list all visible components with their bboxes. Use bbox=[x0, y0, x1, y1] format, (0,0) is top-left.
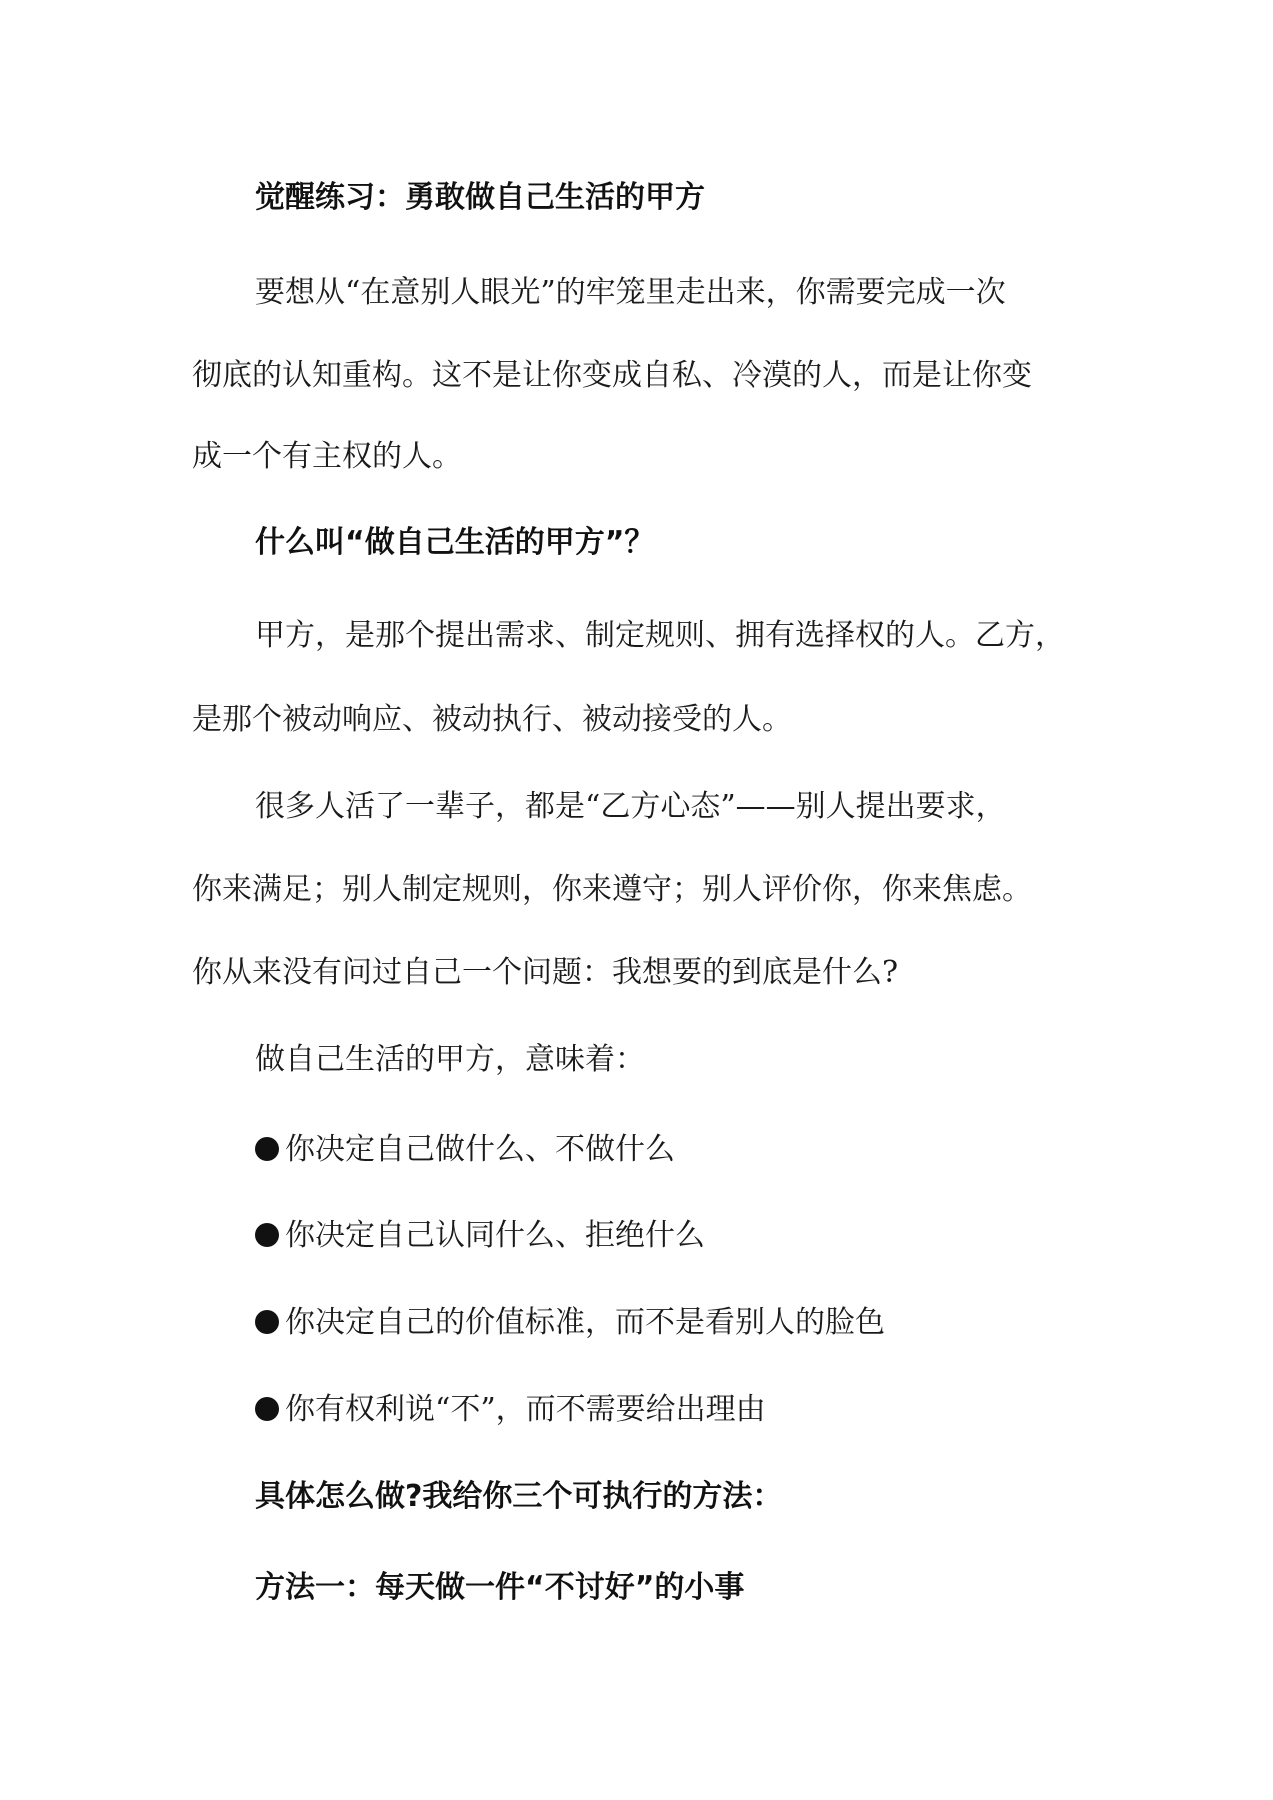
bullet-item bbox=[255, 1130, 675, 1170]
bullet-text: 你决定自己认同什么、拒绝什么 bbox=[285, 1218, 705, 1253]
mindset-line-2: 你来满足；别人制定规则，你来遵守；别人评价你，你来焦虑。 bbox=[192, 872, 1032, 907]
bullet-text: 你决定自己做什么、不做什么 bbox=[285, 1132, 675, 1167]
bullet-icon bbox=[255, 1397, 279, 1421]
intro-line-3: 成一个有主权的人。 bbox=[192, 439, 462, 474]
bullet-item bbox=[255, 1303, 885, 1343]
intro-line-1: 要想从“在意别人眼光”的牢笼里走出来，你需要完成一次 bbox=[255, 275, 1006, 310]
mindset-line-1: 很多人活了一辈子，都是“乙方心态”——别人提出要求， bbox=[255, 789, 1006, 824]
bullet-item bbox=[255, 1390, 766, 1430]
method-one-heading: 方法一：每天做一件“不讨好”的小事 bbox=[255, 1570, 745, 1605]
bullet-text: 你决定自己的价值标准，而不是看别人的脸色 bbox=[285, 1305, 885, 1340]
bullet-icon bbox=[255, 1223, 279, 1247]
bullet-icon bbox=[255, 1137, 279, 1161]
bullet-icon bbox=[255, 1310, 279, 1334]
main-heading: 觉醒练习：勇敢做自己生活的甲方 bbox=[255, 180, 705, 215]
section-heading-what: 什么叫“做自己生活的甲方”？ bbox=[255, 525, 655, 560]
mindset-line-3: 你从来没有问过自己一个问题：我想要的到底是什么? bbox=[192, 955, 899, 990]
bullet-text: 你有权利说“不”，而不需要给出理由 bbox=[285, 1392, 766, 1427]
meaning-intro: 做自己生活的甲方，意味着： bbox=[255, 1042, 645, 1077]
intro-line-2: 彻底的认知重构。这不是让你变成自私、冷漠的人，而是让你变 bbox=[192, 358, 1032, 393]
definition-line-2: 是那个被动响应、被动执行、被动接受的人。 bbox=[192, 702, 792, 737]
bullet-item bbox=[255, 1216, 705, 1256]
section-heading-how: 具体怎么做?我给你三个可执行的方法： bbox=[255, 1479, 783, 1514]
definition-line-1: 甲方，是那个提出需求、制定规则、拥有选择权的人。乙方， bbox=[255, 618, 1065, 653]
